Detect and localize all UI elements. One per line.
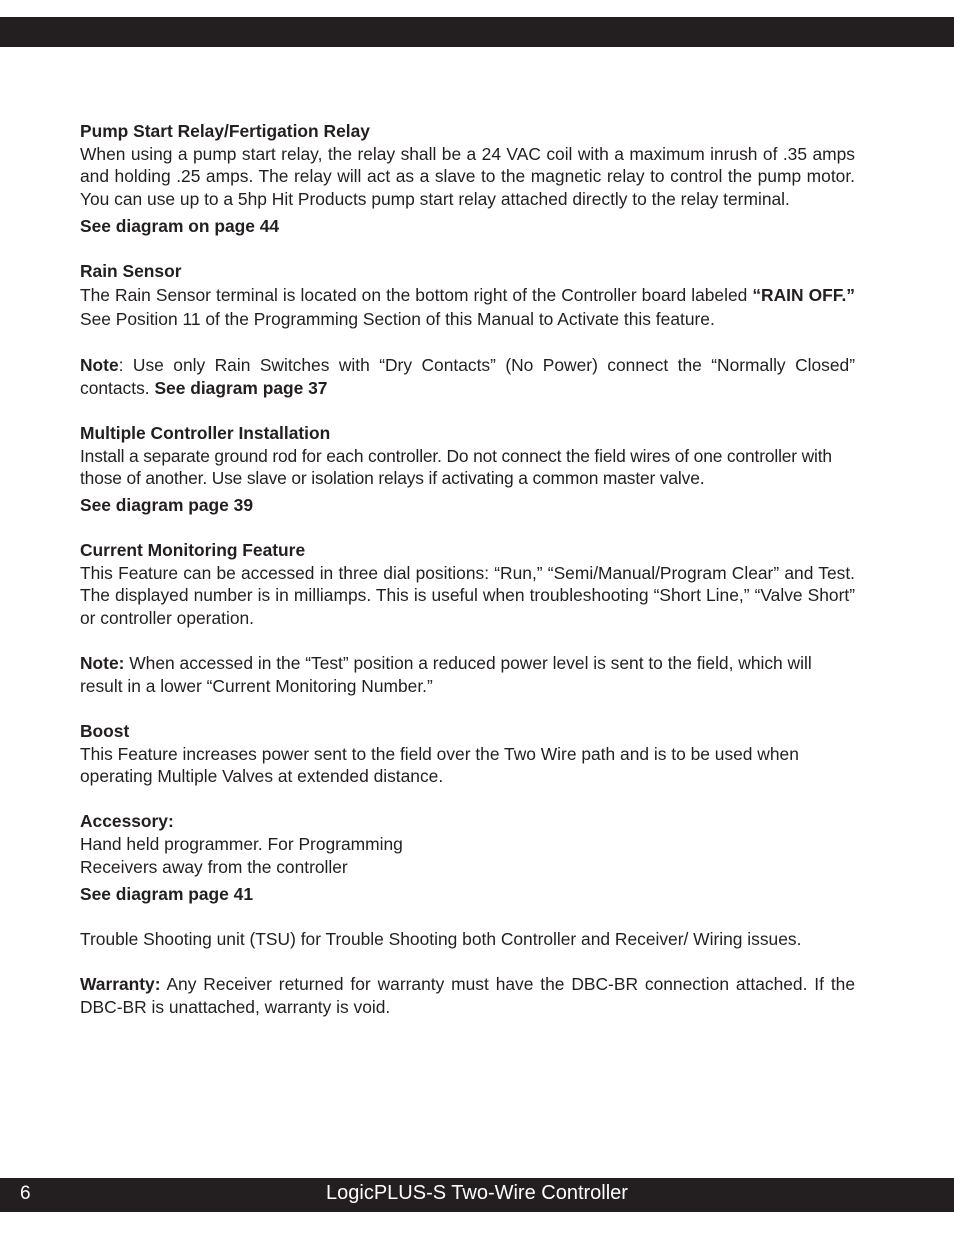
page-content <box>80 120 855 1018</box>
rain-heading: Rain Sensor <box>80 260 182 281</box>
rain-body <box>80 283 855 332</box>
multiple-heading: Multiple Controller Installation <box>80 422 331 443</box>
note-label-2: Note: <box>80 653 125 674</box>
multiple-body: Install a separate ground rod for each controller. Do not connect the field wires of one controller with those of another. Use slave or isolation relays if activating a common master valve. <box>80 445 832 489</box>
footer-bar <box>0 1178 954 1212</box>
footer-title: LogicPLUS-S Two-Wire Controller <box>326 1182 628 1204</box>
current-note <box>80 652 855 697</box>
current-body: This Feature can be accessed in three dial positions: “Run,” “Semi/Manual/Program Clear” and Test. The displayed number is in milliamps. This is useful when troubleshooting “Short Line,” “Valve Short” or controller operation. <box>80 562 855 629</box>
warranty-label: Warranty: <box>80 973 161 994</box>
accessory-line-1: Hand held programmer. For Programming <box>80 834 403 854</box>
rain-note-text: : Use only Rain Switches with “Dry Contacts” (No Power) connect the “Normally Closed” contacts. <box>80 355 855 398</box>
header-bar <box>0 17 954 47</box>
rain-note <box>80 354 855 399</box>
boost-body: This Feature increases power sent to the field over the Two Wire path and is to be used when operating Multiple Valves at extended distance. <box>80 743 799 787</box>
tsu-text: Trouble Shooting unit (TSU) for Trouble Shooting both Controller and Receiver/ Wiring issues. <box>80 928 802 949</box>
pump-heading: Pump Start Relay/Fertigation Relay <box>80 121 370 141</box>
rain-see-diagram: See diagram page 37 <box>154 377 328 398</box>
accessory-line-2: Receivers away from the controller <box>80 856 348 877</box>
rain-body-text-2: See Position 11 of the Programming Section of this Manual to Activate this feature. <box>80 309 715 330</box>
note-label: Note <box>80 355 119 376</box>
current-note-text: When accessed in the “Test” position a reduced power level is sent to the field, which will result in a lower “Current Monitoring Number.” <box>80 653 812 696</box>
multiple-see-diagram: See diagram page 39 <box>80 495 254 516</box>
page-number: 6 <box>20 1183 31 1204</box>
accessory-heading: Accessory: <box>80 811 174 832</box>
boost-heading: Boost <box>80 721 130 742</box>
pump-body: When using a pump start relay, the relay shall be a 24 VAC coil with a maximum inrush of .35 amps and holding .25 amps. The relay will act as a slave to the magnetic relay to control the pump motor. You can use up to a 5hp Hit Products pump start relay attached directly to the relay terminal. <box>80 143 855 209</box>
warranty-text: Any Receiver returned for warranty must have the DBC-BR connection attached. If the DBC-BR is unattached, warranty is void. <box>80 973 855 1017</box>
rain-off-label: “RAIN OFF.” <box>752 284 855 305</box>
current-heading: Current Monitoring Feature <box>80 540 306 561</box>
accessory-see-diagram: See diagram page 41 <box>80 883 254 904</box>
pump-see-diagram: See diagram on page 44 <box>80 215 280 236</box>
rain-body-text: The Rain Sensor terminal is located on the bottom right of the Controller board labeled <box>80 284 753 305</box>
warranty <box>80 973 855 1018</box>
